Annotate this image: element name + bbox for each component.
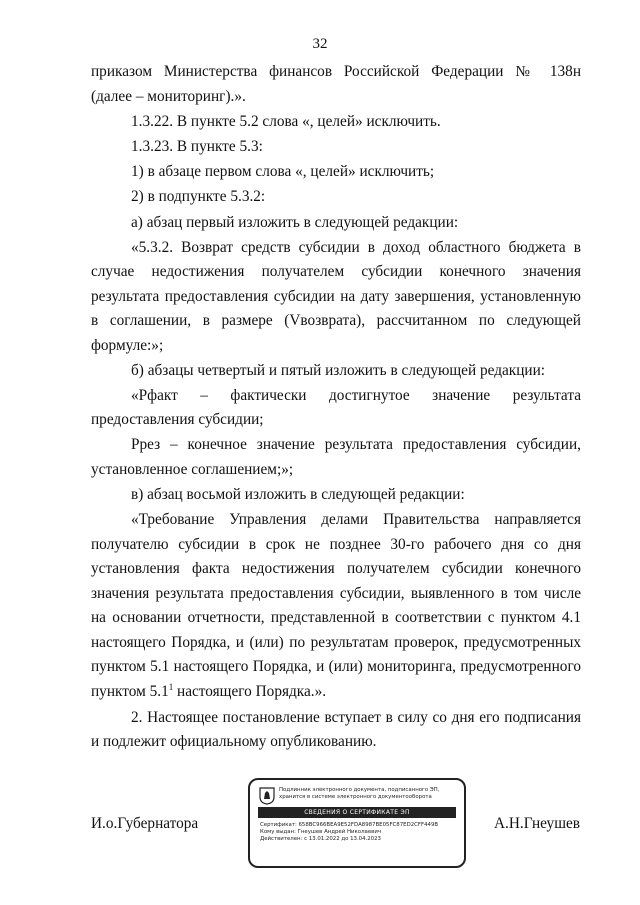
paragraph: приказом Министерства финансов Российской Федерации № 138н xyxy=(91,63,581,80)
superscript: 1 xyxy=(168,681,174,692)
stamp-header-line: хранится в системе электронного документооборота xyxy=(279,794,432,800)
coat-of-arms-icon xyxy=(259,787,275,805)
page-number: 32 xyxy=(312,36,328,52)
paragraph: Ррез – конечное значение результата предоставления субсидии, установленное соглашением;»; xyxy=(91,436,581,478)
stamp-details xyxy=(260,822,456,844)
paragraph: 1.3.23. В пункте 5.3: xyxy=(131,138,263,156)
stamp-header-line: Подлинник электронного документа, подписанного ЭП, xyxy=(279,787,440,793)
paragraph: 1) в абзаце первом слова «, целей» исключить; xyxy=(131,163,435,181)
signatory-title: И.о.Губернатора xyxy=(91,815,199,832)
paragraph: в) абзац восьмой изложить в следующей редакции: xyxy=(131,486,465,504)
signatory-name: А.Н.Гнеушев xyxy=(493,815,580,832)
paragraph: 2) в подпункте 5.3.2: xyxy=(131,188,266,206)
owner-line: Кому выдан: Гнеушев Андрей Николаевич xyxy=(260,829,382,836)
certificate-line: Сертификат: 658BC966BEA9E52FDA8987BE05FC87ED2CFF449B xyxy=(260,822,439,828)
e-signature-stamp xyxy=(248,778,466,868)
paragraph: а) абзац первый изложить в следующей редакции: xyxy=(131,213,459,231)
paragraph-main-text: «Требование Управления делами Правительства направляется получателю субсидии в срок не позднее 30-го рабочего дня со дня установления факта недостижения получателем субсидии конечного значения результата предоставления субсидии, выявленного в том числе на основании отчетности, представленной в соответствии с пунктом 4.1 настоящего Порядка, и (или) по результатам проверок, предусмотренных пунктом 5.1 настоящего Порядка, и (или) мониторинга, предусмотренного пунктом 5.1 xyxy=(91,511,581,700)
paragraph: б) абзацы четвертый и пятый изложить в следующей редакции: xyxy=(131,361,546,379)
paragraph: 2. Настоящее постановление вступает в силу со дня его подписания и подлежит официальному опубликованию. xyxy=(91,708,581,751)
paragraph: (далее – мониторинг).». xyxy=(91,88,246,106)
document-body xyxy=(91,60,581,755)
validity-line: Действителен: с 13.01.2022 до 13.04.2023 xyxy=(260,836,381,843)
paragraph-tail: настоящего Порядка.». xyxy=(173,682,327,700)
paragraph: «5.3.2. Возврат средств субсидии в доход областного бюджета в случае недостижения получателем субсидии конечного значения результата предоставления субсидии на дату завершения, установленную в соглашении, в размере (Vвозврата), рассчитанном по следующей формуле:»; xyxy=(91,238,581,354)
stamp-band: СВЕДЕНИЯ О СЕРТИФИКАТЕ ЭП xyxy=(258,807,456,818)
paragraph: 1.3.22. В пункте 5.2 слова «, целей» исключить. xyxy=(131,113,441,131)
stamp-header xyxy=(279,787,459,801)
paragraph: «Рфакт – фактически достигнутое значение результата предоставления субсидии; xyxy=(91,386,581,429)
paragraph-with-superscript xyxy=(91,508,581,705)
